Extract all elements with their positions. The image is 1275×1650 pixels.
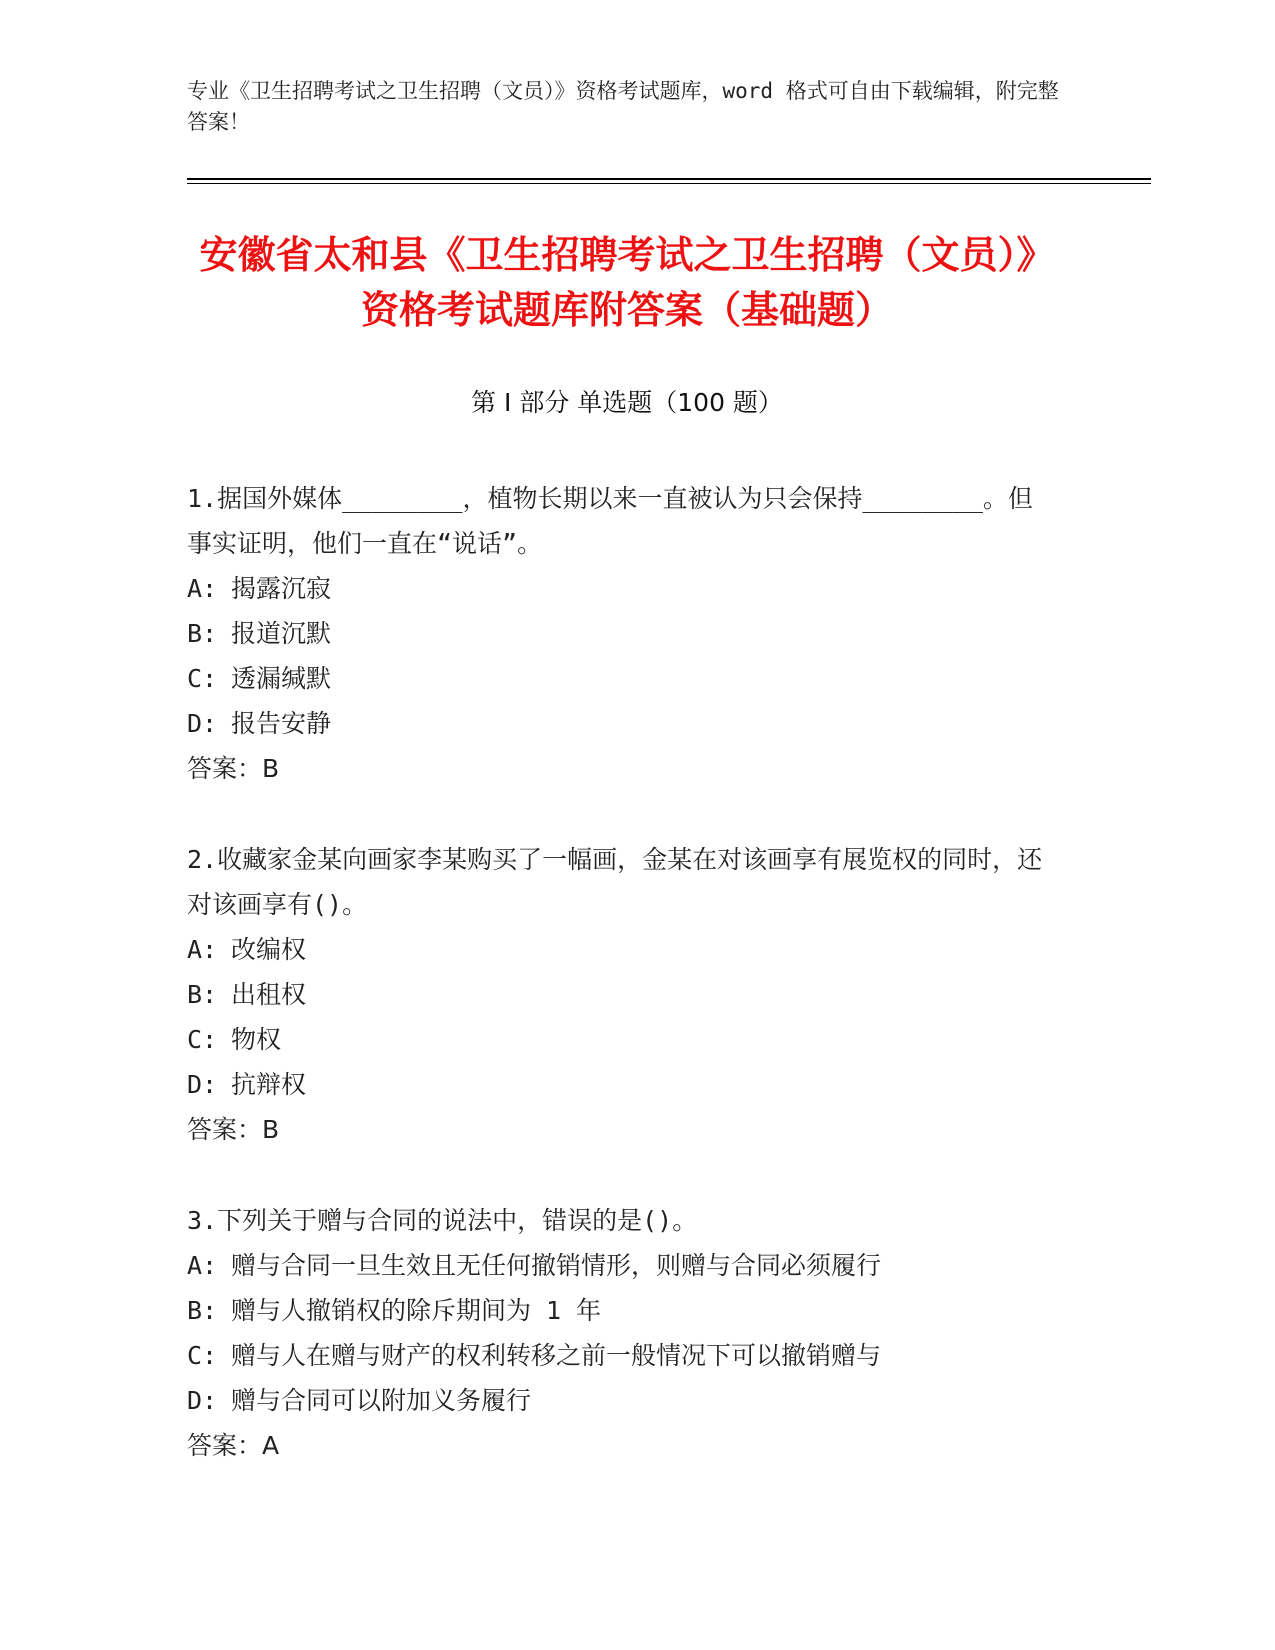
option-text: 出租权 bbox=[231, 980, 307, 1009]
option-text: 揭露沉寂 bbox=[231, 574, 332, 603]
option-d bbox=[187, 701, 1057, 746]
option-text: 赠与合同可以附加义务履行 bbox=[231, 1386, 532, 1415]
question-2 bbox=[187, 837, 1057, 1152]
question-list bbox=[187, 476, 1057, 1514]
option-d bbox=[187, 1378, 1057, 1423]
answer-line: 答案：B bbox=[187, 754, 280, 783]
document-title: 安徽省太和县《卫生招聘考试之卫生招聘（文员）》资格考试题库附答案（基础题） bbox=[199, 233, 1055, 332]
option-a bbox=[187, 1243, 1057, 1288]
option-text: 物权 bbox=[231, 1025, 282, 1054]
option-letter: D: bbox=[187, 1386, 218, 1415]
option-text: 赠与人在赠与财产的权利转移之前一般情况下可以撤销赠与 bbox=[231, 1341, 882, 1370]
option-letter: B: bbox=[187, 980, 218, 1009]
question-stem: 2.收藏家金某向画家李某购买了一幅画，金某在对该画享有展览权的同时，还对该画享有()。 bbox=[187, 845, 1043, 919]
option-text: 赠与人撤销权的除斥期间为 1 年 bbox=[231, 1296, 602, 1325]
option-c bbox=[187, 1017, 1057, 1062]
option-text: 改编权 bbox=[231, 935, 307, 964]
option-c bbox=[187, 1333, 1057, 1378]
header-rule-thin bbox=[187, 183, 1151, 184]
option-letter: A: bbox=[187, 574, 218, 603]
option-letter: C: bbox=[187, 1025, 218, 1054]
question-3 bbox=[187, 1198, 1057, 1468]
option-letter: B: bbox=[187, 619, 218, 648]
option-text: 透漏缄默 bbox=[231, 664, 332, 693]
option-b bbox=[187, 611, 1057, 656]
answer-line: 答案：A bbox=[187, 1431, 280, 1460]
answer-line: 答案：B bbox=[187, 1115, 280, 1144]
header-rule-thick bbox=[187, 178, 1151, 180]
option-letter: C: bbox=[187, 1341, 218, 1370]
question-stem: 1.据国外媒体________，植物长期以来一直被认为只会保持________。但事实证明，他们一直在“说话”。 bbox=[187, 484, 1033, 558]
option-text: 抗辩权 bbox=[231, 1070, 307, 1099]
option-b bbox=[187, 972, 1057, 1017]
question-1 bbox=[187, 476, 1057, 791]
section-title: 第 I 部分 单选题（100 题） bbox=[471, 388, 783, 417]
option-text: 赠与合同一旦生效且无任何撤销情形，则赠与合同必须履行 bbox=[231, 1251, 882, 1280]
option-a bbox=[187, 927, 1057, 972]
option-d bbox=[187, 1062, 1057, 1107]
option-b bbox=[187, 1288, 1057, 1333]
option-c bbox=[187, 656, 1057, 701]
option-text: 报告安静 bbox=[231, 709, 332, 738]
option-letter: A: bbox=[187, 1251, 218, 1280]
option-letter: D: bbox=[187, 1070, 218, 1099]
option-letter: C: bbox=[187, 664, 218, 693]
header-note: 专业《卫生招聘考试之卫生招聘（文员）》资格考试题库，word 格式可自由下载编辑，附完整答案！ bbox=[187, 79, 1059, 134]
option-letter: B: bbox=[187, 1296, 218, 1325]
option-letter: D: bbox=[187, 709, 218, 738]
option-letter: A: bbox=[187, 935, 218, 964]
question-stem: 3.下列关于赠与合同的说法中，错误的是()。 bbox=[187, 1206, 698, 1235]
option-a bbox=[187, 566, 1057, 611]
option-text: 报道沉默 bbox=[231, 619, 332, 648]
